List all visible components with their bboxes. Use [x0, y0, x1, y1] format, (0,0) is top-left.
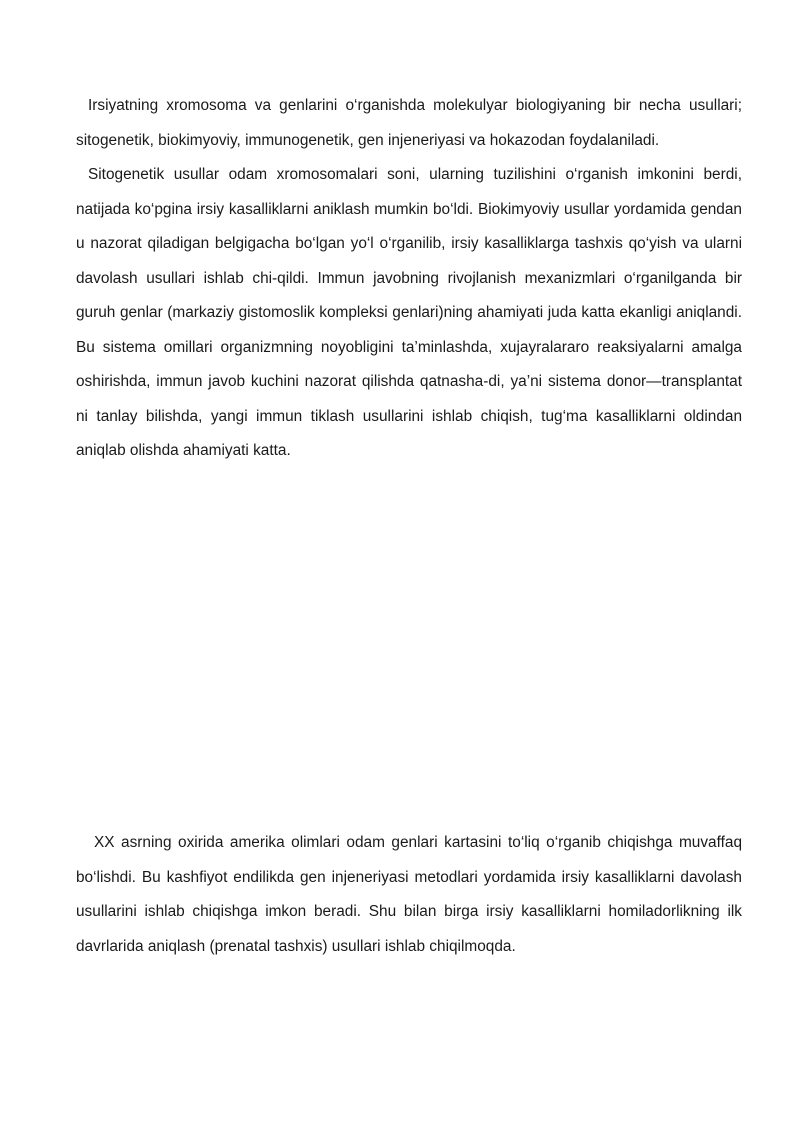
- text-block-bottom: [76, 826, 742, 964]
- text-block-top: [76, 89, 742, 469]
- paragraph-cytogenetic-methods: Sitogenetik usullar odam xromosomalari soni, ularning tuzilishini o‘rganish imkonini berdi, natijada ko‘pgina irsiy kasalliklarni aniklash mumkin bo‘ldi. Biokimyoviy usullar yordamida gendan u nazorat qiladigan belgigacha bo‘lgan yo‘l o‘rganilib, irsiy kasalliklarga tashxis qo‘yish va ularni davolash usullari ishlab chi-qildi. Immun javobning rivojlanish mexanizmlari o‘rganilganda bir guruh genlar (markaziy gistomoslik kompleksi genlari)ning ahamiyati juda katta ekanligi aniqlandi. Bu sistema omillari organizmning noyobligini ta’minlashda, xujayralararo reaksiyalarni amalga oshirishda, immun javob kuchini nazorat qilishda qatnasha-di, ya’ni sistema donor—transplantat ni tanlay bilishda, yangi immun tiklash usullarini ishlab chiqish, tug‘ma kasalliklarni oldindan aniqlab olishda ahamiyati katta.: [76, 166, 742, 459]
- paragraph-methods-intro: Irsiyatning xromosoma va genlarini o‘rganishda molekulyar biologiyaning bir necha usullari; sitogenetik, biokimyoviy, immunogenetik, gen injeneriyasi va hokazodan foydalaniladi.: [76, 97, 742, 149]
- paragraph-gene-map: XX asrning oxirida amerika olimlari odam genlari kartasini to‘liq o‘rganib chiqishga muvaffaq bo‘lishdi. Bu kashfiyot endilikda gen injeneriyasi metodlari yordamida irsiy kasalliklarni davolash usullarini ishlab chiqishga imkon beradi. Shu bilan birga irsiy kasalliklarni homiladorlikning ilk davrlarida aniqlash (prenatal tashxis) usullari ishlab chiqilmoqda.: [76, 834, 742, 955]
